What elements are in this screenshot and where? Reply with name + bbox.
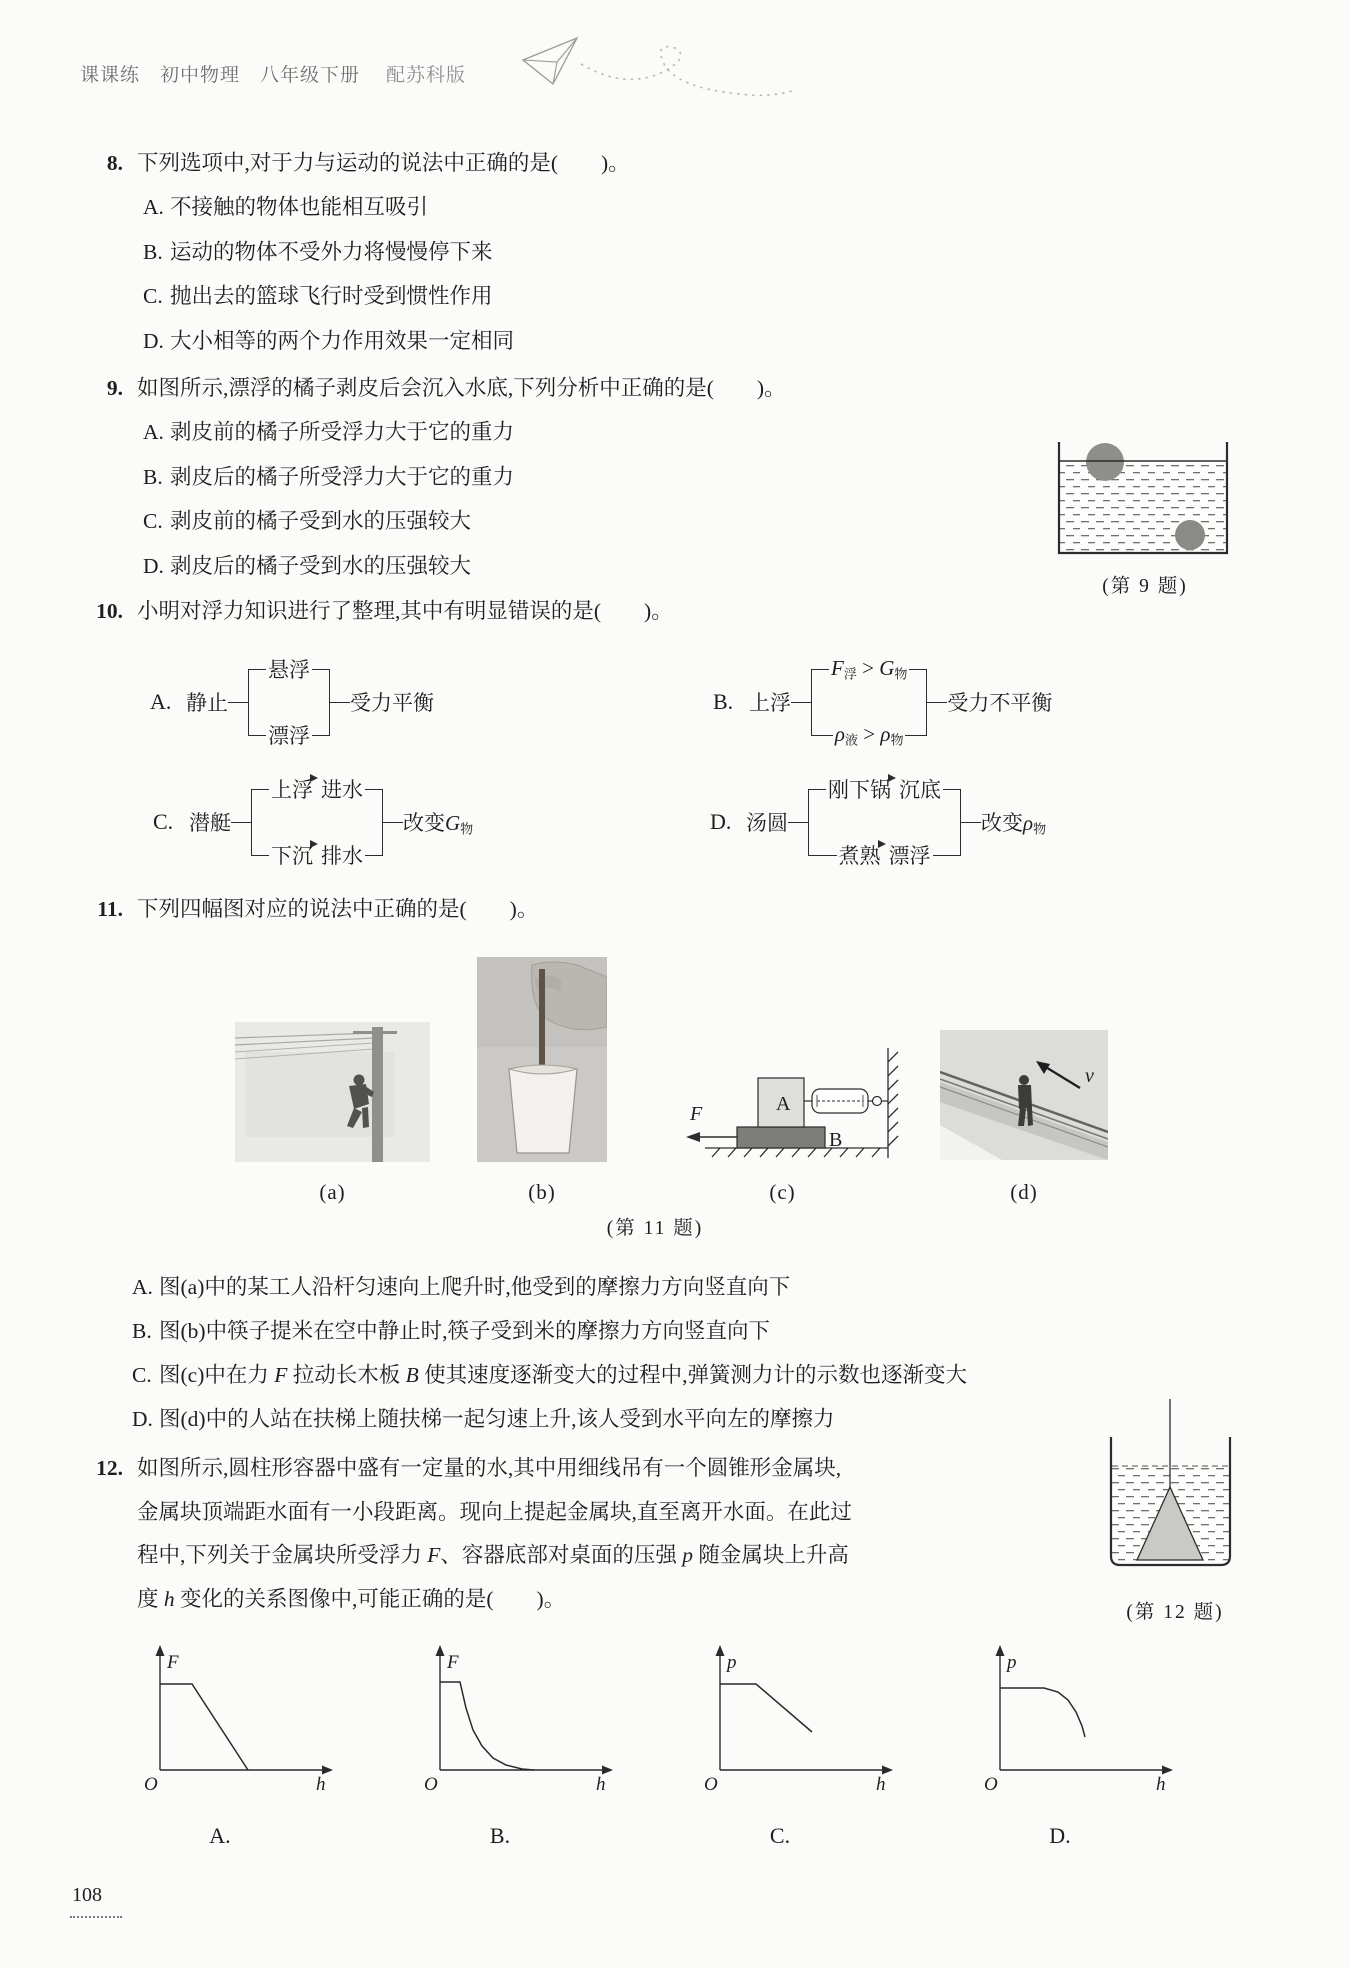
graph-b-plot: [416, 1642, 616, 1799]
question-11-stem: [80, 887, 538, 931]
svg-text:h: h: [1156, 1774, 1166, 1794]
flow-branch-bottom: 煮熟 漂浮: [838, 844, 931, 868]
photo-chopstick-rice-cup: [477, 957, 607, 1162]
image-b-label: (b): [528, 1180, 556, 1204]
flow-result: 受力平衡: [350, 691, 434, 715]
flow-diagram-c: [153, 774, 473, 870]
flow-root: 潜艇: [189, 811, 231, 835]
question-11-options: [80, 1265, 967, 1441]
svg-text:O: O: [424, 1774, 438, 1794]
flow-bracket: [251, 774, 383, 870]
option-text: 剥皮后的橘子所受浮力大于它的重力: [170, 464, 515, 489]
stem-line: 金属块顶端距水面有一小段距离。现向上提起金属块,直至离开水面。在此过: [137, 1499, 852, 1524]
flow-diagram-b: [713, 654, 1052, 750]
page-number-underline: [70, 1916, 122, 1918]
svg-text:O: O: [984, 1774, 998, 1794]
question-12-line-3: [80, 1534, 852, 1578]
header-edition: 配苏科版: [386, 65, 467, 86]
graph-b-letter: B.: [489, 1823, 511, 1848]
diagram-block-plank-spring: [660, 1040, 905, 1162]
question-8-option-c: [80, 274, 630, 318]
figure-q12-cylinder-cone: [1095, 1395, 1255, 1580]
question-9-option-b: [80, 455, 786, 499]
flow-branch-top: 上浮 进水: [271, 778, 363, 802]
question-9-number: 9.: [106, 376, 123, 400]
graph-d-plot: [976, 1642, 1176, 1799]
force-f-label: F: [690, 1103, 703, 1125]
spring-scale: [804, 1089, 888, 1113]
question-8-option-a: [80, 185, 630, 229]
ground-hatching: [705, 1148, 888, 1157]
plank-b-label: B: [829, 1129, 843, 1151]
option-label: D.: [132, 1407, 153, 1431]
option-text: 不接触的物体也能相互吸引: [170, 195, 429, 220]
question-11-option-b: [80, 1309, 967, 1353]
flow-branch-top: 刚下锅 沉底: [828, 778, 941, 802]
flow-diagram-a: [150, 654, 434, 750]
option-label: D.: [143, 553, 164, 578]
question-9-option-d: [80, 544, 786, 588]
graph-d-letter: D.: [1049, 1823, 1071, 1848]
option-label: B.: [143, 464, 163, 489]
svg-text:h: h: [316, 1774, 326, 1794]
photo-escalator: [940, 1030, 1108, 1160]
question-8-stem: [80, 141, 630, 185]
question-12-line-4: [80, 1578, 852, 1622]
question-9-option-c: [80, 499, 786, 543]
question-10-stem-text: 小明对浮力知识进行了整理,其中有明显错误的是( )。: [137, 599, 673, 623]
option-text: 剥皮前的橘子所受浮力大于它的重力: [170, 420, 515, 445]
chopstick: [539, 969, 545, 1081]
question-11: [80, 887, 538, 931]
block-a-label: A: [776, 1093, 791, 1115]
svg-text:O: O: [704, 1774, 718, 1794]
question-12-line-1: [80, 1447, 852, 1491]
graph-a-letter: A.: [209, 1823, 231, 1848]
question-11-option-d: [80, 1397, 967, 1441]
question-11-option-a: [80, 1265, 967, 1309]
velocity-label: v: [1085, 1065, 1094, 1087]
sunken-orange: [1175, 520, 1205, 550]
utility-pole: [372, 1027, 383, 1162]
image-d-label: (d): [1010, 1180, 1038, 1204]
question-9-option-a: [80, 410, 786, 454]
flow-result: 改变$\rho_物$: [981, 810, 1047, 837]
flow-letter: D.: [710, 809, 732, 834]
flow-root: 静止: [186, 691, 228, 715]
graph-option-b: [416, 1642, 616, 1849]
option-label: B.: [132, 1319, 152, 1343]
stem-line: 度 h 变化的关系图像中,可能正确的是( )。: [137, 1586, 566, 1611]
option-text: 图(a)中的某工人沿杆匀速向上爬升时,他受到的摩擦力方向竖直向下: [159, 1275, 791, 1299]
graph-option-c: [696, 1642, 896, 1849]
svg-text:O: O: [144, 1774, 158, 1794]
graph-option-a: [136, 1642, 336, 1849]
figure-q9-caption: (第 9 题): [1102, 576, 1188, 597]
option-text: 剥皮后的橘子受到水的压强较大: [170, 553, 472, 578]
option-label: A.: [143, 195, 164, 220]
paper-airplane-icon: [515, 32, 805, 107]
option-label: C.: [132, 1363, 152, 1387]
image-c-label: (c): [769, 1180, 796, 1204]
question-9-stem: [80, 366, 786, 410]
flow-letter: B.: [713, 689, 734, 714]
flow-branch-top: 悬浮: [268, 658, 310, 682]
svg-text:F: F: [447, 1652, 459, 1673]
option-text: 大小相等的两个力作用效果一定相同: [170, 328, 515, 353]
wall-hatching: [888, 1048, 898, 1158]
flow-bracket: [811, 654, 927, 750]
flow-root: 汤圆: [746, 811, 788, 835]
question-11-number: 11.: [97, 897, 123, 921]
page-number: 108: [72, 1884, 102, 1906]
option-label: B.: [143, 239, 163, 264]
foam-cup: [509, 1069, 577, 1153]
flow-result: 受力不平衡: [947, 691, 1053, 715]
option-text: 图(d)中的人站在扶梯上随扶梯一起匀速上升,该人受到水平向左的摩擦力: [159, 1407, 835, 1431]
image-a-label: (a): [319, 1180, 346, 1204]
photo-worker-on-pole: [235, 1022, 430, 1162]
question-10-number: 10.: [96, 599, 123, 623]
question-11-stem-text: 下列四幅图对应的说法中正确的是( )。: [137, 897, 539, 921]
option-text: 图(b)中筷子提米在空中静止时,筷子受到米的摩擦力方向竖直向下: [159, 1319, 770, 1343]
flow-root: 上浮: [749, 691, 791, 715]
question-8-option-b: [80, 230, 630, 274]
question-10-stem: [80, 589, 673, 633]
graph-c-letter: C.: [769, 1823, 791, 1848]
svg-text:h: h: [876, 1774, 886, 1794]
option-label: C.: [143, 284, 163, 309]
option-label: C.: [143, 509, 163, 534]
flow-letter: C.: [153, 809, 174, 834]
figure-q9-tank: [1050, 434, 1240, 564]
flow-branch-bottom: $\rho_液 > \rho_物$: [834, 721, 904, 748]
question-9: [80, 366, 786, 588]
flow-bracket: [808, 774, 961, 870]
option-text: 运动的物体不受外力将慢慢停下来: [170, 239, 493, 264]
svg-text:F: F: [167, 1652, 179, 1673]
question-9-stem-text: 如图所示,漂浮的橘子剥皮后会沉入水底,下列分析中正确的是( )。: [137, 376, 786, 400]
question-12-line-2: [80, 1491, 852, 1535]
question-12: [80, 1447, 852, 1621]
question-8-option-d: [80, 319, 630, 363]
flow-branch-top: $F_浮 > G_物$: [831, 655, 908, 682]
graph-option-d: [976, 1642, 1176, 1849]
question-8-number: 8.: [106, 151, 123, 175]
figure-q11-caption: (第 11 题): [606, 1218, 704, 1239]
flow-result: 改变$G_物$: [403, 810, 474, 837]
flow-branch-bottom: 漂浮: [268, 724, 310, 748]
option-label: A.: [132, 1275, 153, 1299]
graph-c-plot: [696, 1642, 896, 1799]
plank-b: [737, 1127, 825, 1148]
flow-bracket: [248, 654, 330, 750]
floating-orange: [1086, 443, 1124, 481]
option-label: A.: [143, 420, 164, 445]
force-f-arrow: [686, 1132, 737, 1142]
flow-letter: A.: [150, 689, 172, 714]
svg-text:p: p: [1007, 1652, 1017, 1673]
graph-a-plot: [136, 1642, 336, 1799]
option-text: 抛出去的篮球飞行时受到惯性作用: [170, 284, 493, 309]
stem-line: 如图所示,圆柱形容器中盛有一定量的水,其中用细线吊有一个圆锥形金属块,: [137, 1456, 842, 1480]
svg-text:h: h: [596, 1774, 606, 1794]
option-label: D.: [143, 328, 164, 353]
question-8-stem-text: 下列选项中,对于力与运动的说法中正确的是( )。: [137, 151, 630, 175]
flow-diagram-d: [710, 774, 1046, 870]
question-8: [80, 141, 630, 363]
header-title: 课课练 初中物理 八年级下册: [80, 65, 361, 86]
stem-line: 程中,下列关于金属块所受浮力 F、容器底部对桌面的压强 p 随金属块上升高: [137, 1543, 849, 1567]
question-10: [80, 589, 673, 633]
svg-text:p: p: [727, 1652, 737, 1673]
flow-branch-bottom: 下沉 排水: [271, 844, 363, 868]
question-11-option-c: [80, 1353, 967, 1397]
figure-q12-caption: (第 12 题): [1126, 1602, 1224, 1623]
option-text: 剥皮前的橘子受到水的压强较大: [170, 509, 472, 534]
page-header: [80, 60, 466, 87]
option-text: 图(c)中在力 F 拉动长木板 B 使其速度逐渐变大的过程中,弹簧测力计的示数也逐渐变大: [159, 1363, 968, 1387]
question-12-number: 12.: [96, 1456, 123, 1480]
